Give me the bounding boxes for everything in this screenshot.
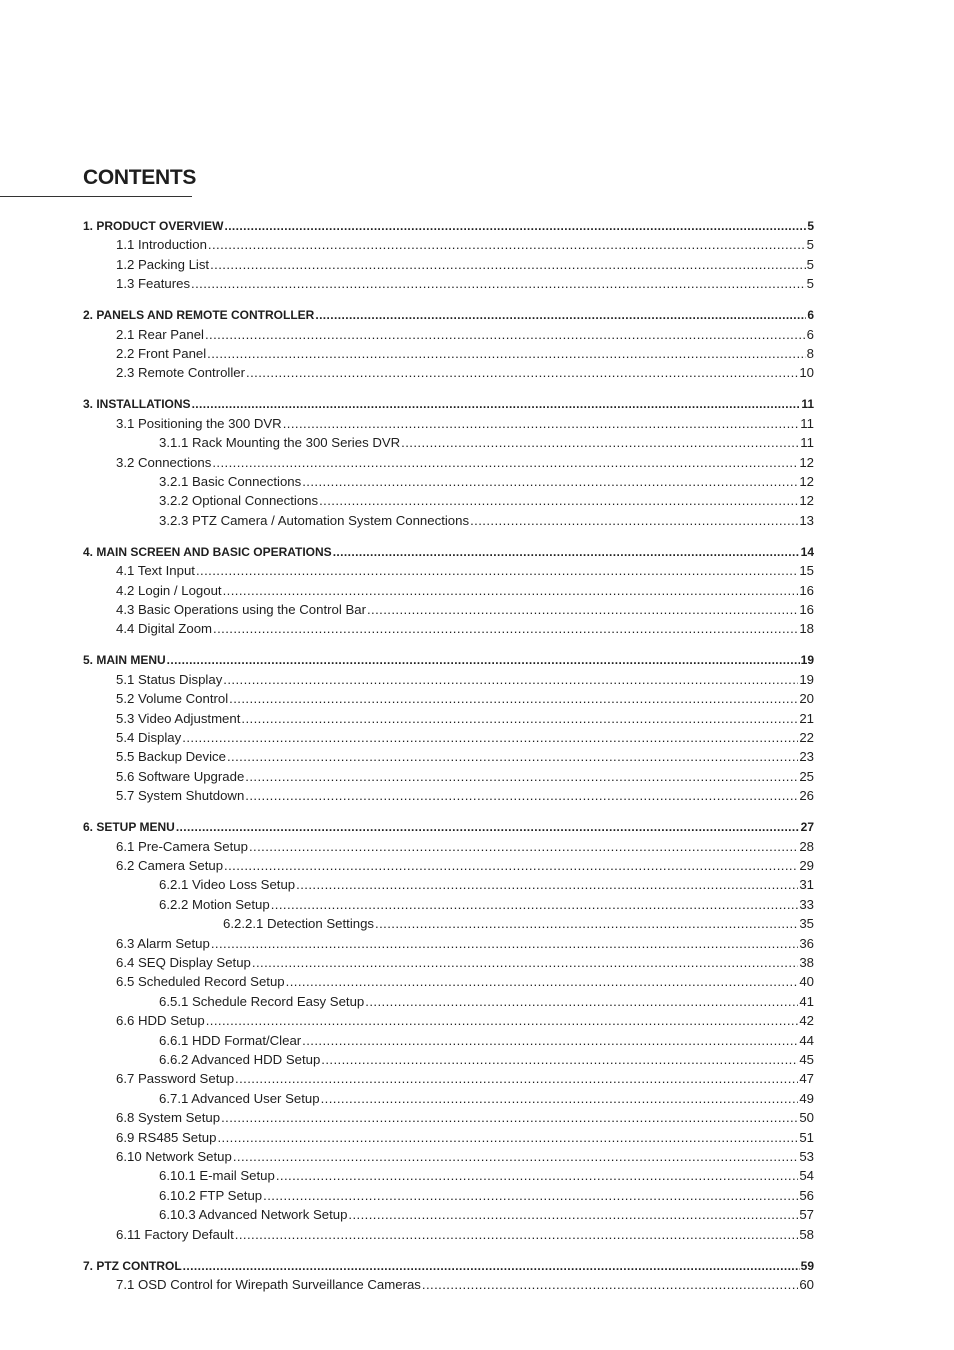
dot-leader bbox=[470, 513, 798, 529]
dot-leader bbox=[249, 839, 798, 855]
toc-entry-page-number: 12 bbox=[799, 474, 814, 489]
toc-entry-page-number: 5 bbox=[806, 257, 814, 272]
toc-entry-page-number: 5 bbox=[807, 219, 814, 233]
toc-entry[interactable] bbox=[116, 416, 814, 432]
toc-entry-label: 2.1 Rear Panel bbox=[116, 327, 204, 342]
toc-entry-page-number: 12 bbox=[799, 455, 814, 470]
toc-entry[interactable] bbox=[116, 858, 814, 874]
toc-entry-page-number: 23 bbox=[799, 749, 814, 764]
toc-entry[interactable] bbox=[223, 916, 814, 932]
toc-entry-page-number: 51 bbox=[799, 1130, 814, 1145]
toc-entry[interactable] bbox=[83, 1258, 814, 1274]
dot-leader bbox=[191, 276, 806, 292]
toc-entry[interactable] bbox=[159, 435, 814, 451]
toc-entry[interactable] bbox=[116, 583, 814, 599]
toc-entry-label: 6.2.1 Video Loss Setup bbox=[159, 877, 296, 892]
toc-entry-page-number: 15 bbox=[799, 563, 814, 578]
toc-entry[interactable] bbox=[83, 396, 814, 412]
dot-leader bbox=[348, 1207, 798, 1223]
dot-leader bbox=[296, 877, 798, 893]
dot-leader bbox=[375, 916, 798, 932]
dot-leader bbox=[205, 327, 806, 343]
toc-entry-label: 6.6.2 Advanced HDD Setup bbox=[159, 1052, 321, 1067]
toc-entry-page-number: 49 bbox=[799, 1091, 814, 1106]
toc-entry-page-number: 56 bbox=[799, 1188, 814, 1203]
toc-entry-label: 1.1 Introduction bbox=[116, 237, 207, 252]
toc-entry-page-number: 11 bbox=[800, 416, 814, 431]
dot-leader bbox=[321, 1052, 798, 1068]
dot-leader bbox=[227, 749, 798, 765]
dot-leader bbox=[229, 691, 798, 707]
toc-entry-label: 4.3 Basic Operations using the Control Bar bbox=[116, 602, 366, 617]
dot-leader bbox=[223, 672, 798, 688]
toc-entry-label: 6.10.2 FTP Setup bbox=[159, 1188, 263, 1203]
toc-entry-page-number: 11 bbox=[801, 397, 814, 411]
toc-entry-label: 3.2 Connections bbox=[116, 455, 212, 470]
toc-entry[interactable] bbox=[116, 276, 814, 292]
toc-entry-label: 3.2.3 PTZ Camera / Automation System Connections bbox=[159, 513, 470, 528]
toc-entry-label: 6.1 Pre-Camera Setup bbox=[116, 839, 248, 854]
toc-entry-page-number: 27 bbox=[800, 820, 814, 834]
toc-entry-page-number: 21 bbox=[799, 711, 814, 726]
toc-entry-page-number: 10 bbox=[799, 365, 814, 380]
toc-entry-label: 3.1 Positioning the 300 DVR bbox=[116, 416, 282, 431]
toc-entry-label: 1. PRODUCT OVERVIEW bbox=[83, 219, 224, 233]
toc-entry[interactable] bbox=[159, 1091, 814, 1107]
toc-entry-page-number: 38 bbox=[799, 955, 814, 970]
toc-entry-label: 5.1 Status Display bbox=[116, 672, 223, 687]
toc-entry[interactable] bbox=[116, 1130, 814, 1146]
dot-leader bbox=[210, 257, 806, 273]
toc-entry[interactable] bbox=[116, 1071, 814, 1087]
dot-leader bbox=[283, 416, 800, 432]
toc-entry-label: 2.3 Remote Controller bbox=[116, 365, 246, 380]
dot-leader bbox=[211, 936, 798, 952]
toc-entry[interactable] bbox=[159, 994, 814, 1010]
toc-entry-label: 4.1 Text Input bbox=[116, 563, 195, 578]
dot-leader bbox=[286, 974, 799, 990]
toc-entry-label: 6.6.1 HDD Format/Clear bbox=[159, 1033, 302, 1048]
toc-entry-page-number: 16 bbox=[799, 602, 814, 617]
toc-entry-page-number: 6 bbox=[806, 327, 814, 342]
toc-entry-label: 3. INSTALLATIONS bbox=[83, 397, 191, 411]
toc-entry-page-number: 8 bbox=[806, 346, 814, 361]
toc-entry[interactable] bbox=[116, 1149, 814, 1165]
toc-entry[interactable] bbox=[116, 237, 814, 253]
toc-entry-label: 6.2.2.1 Detection Settings bbox=[223, 916, 375, 931]
dot-leader bbox=[319, 493, 798, 509]
toc-entry-page-number: 44 bbox=[799, 1033, 814, 1048]
toc-entry-label: 6.2 Camera Setup bbox=[116, 858, 224, 873]
toc-entry-label: 4.4 Digital Zoom bbox=[116, 621, 213, 636]
toc-entry-label: 5.4 Display bbox=[116, 730, 182, 745]
dot-leader bbox=[246, 365, 798, 381]
toc-entry-page-number: 59 bbox=[800, 1259, 814, 1273]
toc-entry-label: 5.6 Software Upgrade bbox=[116, 769, 245, 784]
toc-entry-page-number: 11 bbox=[800, 435, 814, 450]
toc-entry-page-number: 5 bbox=[806, 276, 814, 291]
toc-entry-page-number: 33 bbox=[799, 897, 814, 912]
toc-entry-page-number: 54 bbox=[799, 1168, 814, 1183]
dot-leader bbox=[235, 1071, 798, 1087]
toc-entry-page-number: 19 bbox=[800, 653, 814, 667]
toc-entry-label: 6.9 RS485 Setup bbox=[116, 1130, 217, 1145]
dot-leader bbox=[233, 1149, 799, 1165]
dot-leader bbox=[302, 1033, 798, 1049]
toc-entry-label: 6.10.1 E-mail Setup bbox=[159, 1168, 275, 1183]
dot-leader bbox=[196, 563, 798, 579]
toc-entry[interactable] bbox=[116, 257, 814, 273]
toc-entry[interactable] bbox=[116, 1227, 814, 1243]
toc-entry[interactable] bbox=[159, 474, 814, 490]
toc-entry-label: 6.4 SEQ Display Setup bbox=[116, 955, 251, 970]
toc-entry-label: 5.2 Volume Control bbox=[116, 691, 229, 706]
toc-entry-page-number: 28 bbox=[799, 839, 814, 854]
toc-entry-label: 3.2.1 Basic Connections bbox=[159, 474, 302, 489]
dot-leader bbox=[321, 1091, 799, 1107]
toc-entry[interactable] bbox=[116, 455, 814, 471]
toc-entry-label: 5.3 Video Adjustment bbox=[116, 711, 241, 726]
dot-leader bbox=[224, 218, 806, 234]
dot-leader bbox=[271, 897, 799, 913]
toc-entry-label: 2.2 Front Panel bbox=[116, 346, 207, 361]
dot-leader bbox=[221, 1110, 798, 1126]
toc-entry-page-number: 50 bbox=[799, 1110, 814, 1125]
toc-entry-label: 6.3 Alarm Setup bbox=[116, 936, 210, 951]
toc-entry-page-number: 25 bbox=[799, 769, 814, 784]
dot-leader bbox=[333, 544, 800, 560]
toc-entry[interactable] bbox=[116, 691, 814, 707]
toc-entry-label: 3.1.1 Rack Mounting the 300 Series DVR bbox=[159, 435, 401, 450]
dot-leader bbox=[263, 1188, 798, 1204]
dot-leader bbox=[167, 652, 800, 668]
dot-leader bbox=[224, 858, 798, 874]
toc-entry[interactable] bbox=[116, 788, 814, 804]
toc-entry-page-number: 58 bbox=[799, 1227, 814, 1242]
toc-entry-page-number: 35 bbox=[799, 916, 814, 931]
toc-entry-page-number: 29 bbox=[799, 858, 814, 873]
toc-entry-label: 3.2.2 Optional Connections bbox=[159, 493, 319, 508]
toc-entry[interactable] bbox=[83, 544, 814, 560]
dot-leader bbox=[422, 1277, 798, 1293]
toc-entry-page-number: 13 bbox=[799, 513, 814, 528]
toc-entry[interactable] bbox=[116, 839, 814, 855]
toc-entry[interactable] bbox=[159, 1168, 814, 1184]
dot-leader bbox=[176, 819, 800, 835]
toc-entry[interactable] bbox=[159, 1207, 814, 1223]
toc-entry[interactable] bbox=[116, 1110, 814, 1126]
toc-entry[interactable] bbox=[116, 749, 814, 765]
toc-entry-page-number: 12 bbox=[799, 493, 814, 508]
toc-entry-label: 6.10.3 Advanced Network Setup bbox=[159, 1207, 348, 1222]
toc-entry-page-number: 40 bbox=[799, 974, 814, 989]
toc-entry-label: 6.2.2 Motion Setup bbox=[159, 897, 270, 912]
dot-leader bbox=[315, 307, 806, 323]
toc-entry-page-number: 53 bbox=[799, 1149, 814, 1164]
toc-entry-label: 6.5.1 Schedule Record Easy Setup bbox=[159, 994, 365, 1009]
dot-leader bbox=[365, 994, 798, 1010]
toc-entry-label: 5.7 System Shutdown bbox=[116, 788, 245, 803]
dot-leader bbox=[245, 788, 798, 804]
dot-leader bbox=[241, 711, 798, 727]
toc-entry-page-number: 20 bbox=[799, 691, 814, 706]
toc-entry-label: 7.1 OSD Control for Wirepath Surveillance Cameras bbox=[116, 1277, 421, 1292]
toc-entry-label: 2. PANELS AND REMOTE CONTROLLER bbox=[83, 308, 315, 322]
toc-entry-page-number: 14 bbox=[800, 545, 814, 559]
toc-entry-label: 1.3 Features bbox=[116, 276, 191, 291]
dot-leader bbox=[212, 455, 798, 471]
toc-entry[interactable] bbox=[83, 218, 814, 234]
toc-entry-label: 6.11 Factory Default bbox=[116, 1227, 234, 1242]
toc-entry-page-number: 41 bbox=[799, 994, 814, 1009]
toc-entry[interactable] bbox=[159, 1188, 814, 1204]
toc-entry[interactable] bbox=[83, 652, 814, 668]
dot-leader bbox=[235, 1227, 799, 1243]
toc-entry-page-number: 36 bbox=[799, 936, 814, 951]
toc-entry-page-number: 18 bbox=[799, 621, 814, 636]
toc-entry-page-number: 26 bbox=[799, 788, 814, 803]
dot-leader bbox=[367, 602, 798, 618]
toc-entry-label: 5.5 Backup Device bbox=[116, 749, 226, 764]
toc-entry-label: 6.10 Network Setup bbox=[116, 1149, 232, 1164]
toc-entry[interactable] bbox=[116, 955, 814, 971]
toc-entry[interactable] bbox=[159, 897, 814, 913]
toc-entry-page-number: 19 bbox=[799, 672, 814, 687]
toc-entry-page-number: 47 bbox=[799, 1071, 814, 1086]
toc-entry[interactable] bbox=[159, 1033, 814, 1049]
toc-entry[interactable] bbox=[83, 819, 814, 835]
toc-entry-page-number: 45 bbox=[799, 1052, 814, 1067]
toc-entry-page-number: 22 bbox=[799, 730, 814, 745]
dot-leader bbox=[223, 583, 799, 599]
dot-leader bbox=[245, 769, 798, 785]
dot-leader bbox=[302, 474, 798, 490]
dot-leader bbox=[183, 1258, 800, 1274]
toc-entry-page-number: 31 bbox=[799, 877, 814, 892]
toc-entry[interactable] bbox=[159, 1052, 814, 1068]
dot-leader bbox=[213, 621, 798, 637]
toc-entry-label: 6.7 Password Setup bbox=[116, 1071, 235, 1086]
toc-entry[interactable] bbox=[116, 936, 814, 952]
toc-entry[interactable] bbox=[83, 307, 814, 323]
toc-entry-label: 4.2 Login / Logout bbox=[116, 583, 222, 598]
toc-entry-label: 7. PTZ CONTROL bbox=[83, 1259, 182, 1273]
toc-entry-label: 6.8 System Setup bbox=[116, 1110, 221, 1125]
dot-leader bbox=[192, 396, 801, 412]
toc-entry[interactable] bbox=[159, 493, 814, 509]
toc-entry[interactable] bbox=[116, 621, 814, 637]
toc-entry[interactable] bbox=[159, 513, 814, 529]
dot-leader bbox=[207, 346, 805, 362]
toc-entry[interactable] bbox=[116, 769, 814, 785]
toc-entry-label: 6.6 HDD Setup bbox=[116, 1013, 205, 1028]
toc-entry-page-number: 6 bbox=[807, 308, 814, 322]
toc-entry-label: 4. MAIN SCREEN AND BASIC OPERATIONS bbox=[83, 545, 332, 559]
title-underline bbox=[0, 196, 192, 197]
dot-leader bbox=[252, 955, 798, 971]
toc-entry-label: 6.7.1 Advanced User Setup bbox=[159, 1091, 320, 1106]
toc-entry[interactable] bbox=[116, 1013, 814, 1029]
toc-entry[interactable] bbox=[116, 711, 814, 727]
toc-entry-page-number: 60 bbox=[799, 1277, 814, 1292]
toc-entry[interactable] bbox=[116, 1277, 814, 1293]
dot-leader bbox=[401, 435, 799, 451]
dot-leader bbox=[206, 1013, 799, 1029]
toc-entry[interactable] bbox=[116, 365, 814, 381]
toc-entry[interactable] bbox=[116, 346, 814, 362]
toc-entry-label: 1.2 Packing List bbox=[116, 257, 210, 272]
toc-entry[interactable] bbox=[159, 877, 814, 893]
toc-entry-page-number: 57 bbox=[799, 1207, 814, 1222]
toc-entry-page-number: 5 bbox=[806, 237, 814, 252]
toc-entry[interactable] bbox=[116, 602, 814, 618]
dot-leader bbox=[182, 730, 798, 746]
toc-entry-label: 5. MAIN MENU bbox=[83, 653, 166, 667]
toc-entry[interactable] bbox=[116, 974, 814, 990]
dot-leader bbox=[217, 1130, 798, 1146]
toc-entry-page-number: 16 bbox=[799, 583, 814, 598]
dot-leader bbox=[208, 237, 806, 253]
toc-entry[interactable] bbox=[116, 327, 814, 343]
toc-entry[interactable] bbox=[116, 672, 814, 688]
dot-leader bbox=[276, 1168, 799, 1184]
toc-entry[interactable] bbox=[116, 563, 814, 579]
toc-entry-page-number: 42 bbox=[799, 1013, 814, 1028]
toc-entry[interactable] bbox=[116, 730, 814, 746]
page-title: CONTENTS bbox=[83, 166, 197, 189]
toc-entry-label: 6.5 Scheduled Record Setup bbox=[116, 974, 285, 989]
toc-entry-label: 6. SETUP MENU bbox=[83, 820, 175, 834]
